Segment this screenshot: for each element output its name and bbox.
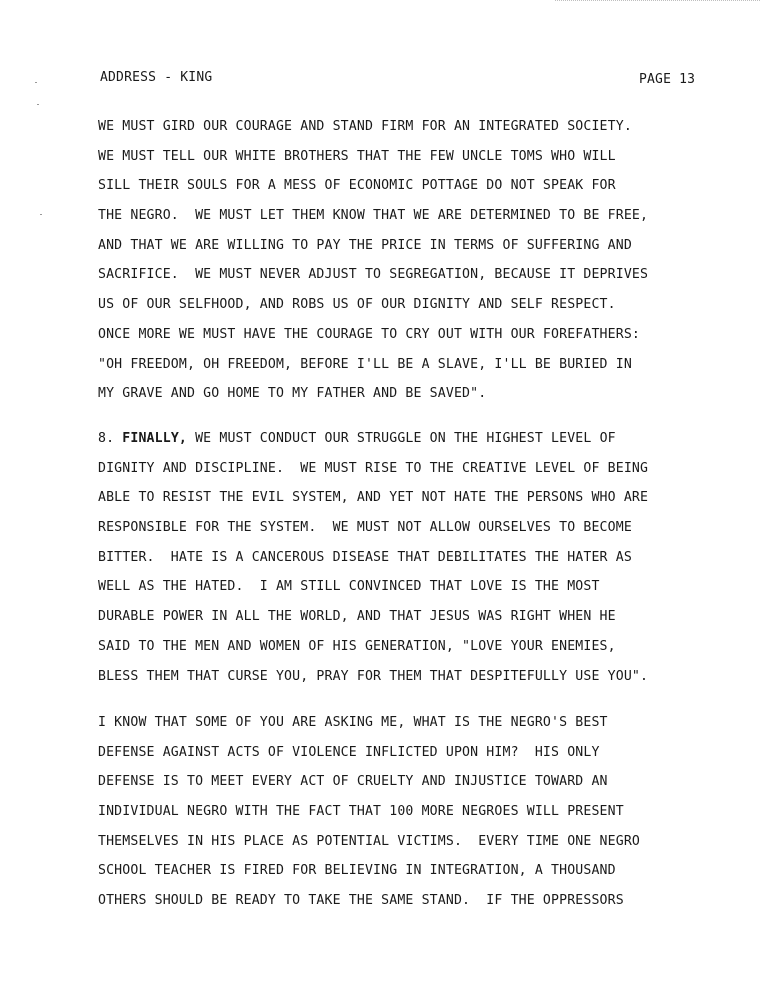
text-line: THEMSELVES IN HIS PLACE AS POTENTIAL VICTIMS. EVERY TIME ONE NEGRO [98,833,640,849]
text-line: DEFENSE AGAINST ACTS OF VIOLENCE INFLICTED UPON HIM? HIS ONLY [98,744,600,760]
text-line-first [98,424,718,454]
text-line: "OH FREEDOM, OH FREEDOM, BEFORE I'LL BE A SLAVE, I'LL BE BURIED IN [98,356,632,372]
top-edge-dots [555,0,760,3]
text-line: ONCE MORE WE MUST HAVE THE COURAGE TO CRY OUT WITH OUR FOREFATHERS: [98,326,640,342]
text-line: THE NEGRO. WE MUST LET THEM KNOW THAT WE ARE DETERMINED TO BE FREE, [98,208,649,224]
page-number: PAGE 13 [639,72,696,87]
scan-speck [35,82,37,83]
text-line: US OF OUR SELFHOOD, AND ROBS US OF OUR DIGNITY AND SELF RESPECT. [98,297,616,313]
text-line: DEFENSE IS TO MEET EVERY ACT OF CRUELTY AND INJUSTICE TOWARD AN [98,774,608,790]
text-line: OTHERS SHOULD BE READY TO TAKE THE SAME STAND. IF THE OPPRESSORS [98,893,624,909]
document-header-title: ADDRESS - KING [100,70,213,85]
paragraph-1 [98,112,718,409]
text-line: WE MUST TELL OUR WHITE BROTHERS THAT THE FEW UNCLE TOMS WHO WILL [98,148,616,164]
first-line-text: WE MUST CONDUCT OUR STRUGGLE ON THE HIGHEST LEVEL OF [187,431,616,446]
text-line: BITTER. HATE IS A CANCEROUS DISEASE THAT DEBILITATES THE HATER AS [98,549,632,565]
scan-speck [37,104,39,105]
paragraph-3 [98,708,718,916]
text-line: SACRIFICE. WE MUST NEVER ADJUST TO SEGREGATION, BECAUSE IT DEPRIVES [98,267,649,283]
text-line: SAID TO THE MEN AND WOMEN OF HIS GENERATION, "LOVE YOUR ENEMIES, [98,638,616,654]
text-line: ABLE TO RESIST THE EVIL SYSTEM, AND YET NOT HATE THE PERSONS WHO ARE [98,490,649,506]
text-line: RESPONSIBLE FOR THE SYSTEM. WE MUST NOT ALLOW OURSELVES TO BECOME [98,520,632,536]
text-line: I KNOW THAT SOME OF YOU ARE ASKING ME, WHAT IS THE NEGRO'S BEST [98,715,608,730]
scan-speck [40,214,42,215]
text-line: MY GRAVE AND GO HOME TO MY FATHER AND BE SAVED". [98,386,487,402]
text-line: SILL THEIR SOULS FOR A MESS OF ECONOMIC POTTAGE DO NOT SPEAK FOR [98,178,616,194]
paragraph-2 [98,424,718,691]
text-line: WE MUST GIRD OUR COURAGE AND STAND FIRM FOR AN INTEGRATED SOCIETY. [98,119,632,134]
text-line: DURABLE POWER IN ALL THE WORLD, AND THAT JESUS WAS RIGHT WHEN HE [98,609,616,625]
text-line: DIGNITY AND DISCIPLINE. WE MUST RISE TO THE CREATIVE LEVEL OF BEING [98,460,649,476]
text-line: BLESS THEM THAT CURSE YOU, PRAY FOR THEM THAT DESPITEFULLY USE YOU". [98,668,649,684]
bold-lead-word: FINALLY, [122,431,187,446]
text-line: INDIVIDUAL NEGRO WITH THE FACT THAT 100 MORE NEGROES WILL PRESENT [98,804,624,820]
text-line: AND THAT WE ARE WILLING TO PAY THE PRICE IN TERMS OF SUFFERING AND [98,237,632,253]
text-line: SCHOOL TEACHER IS FIRED FOR BELIEVING IN INTEGRATION, A THOUSAND [98,863,616,879]
list-number: 8. [98,431,115,446]
text-line: WELL AS THE HATED. I AM STILL CONVINCED THAT LOVE IS THE MOST [98,579,600,595]
